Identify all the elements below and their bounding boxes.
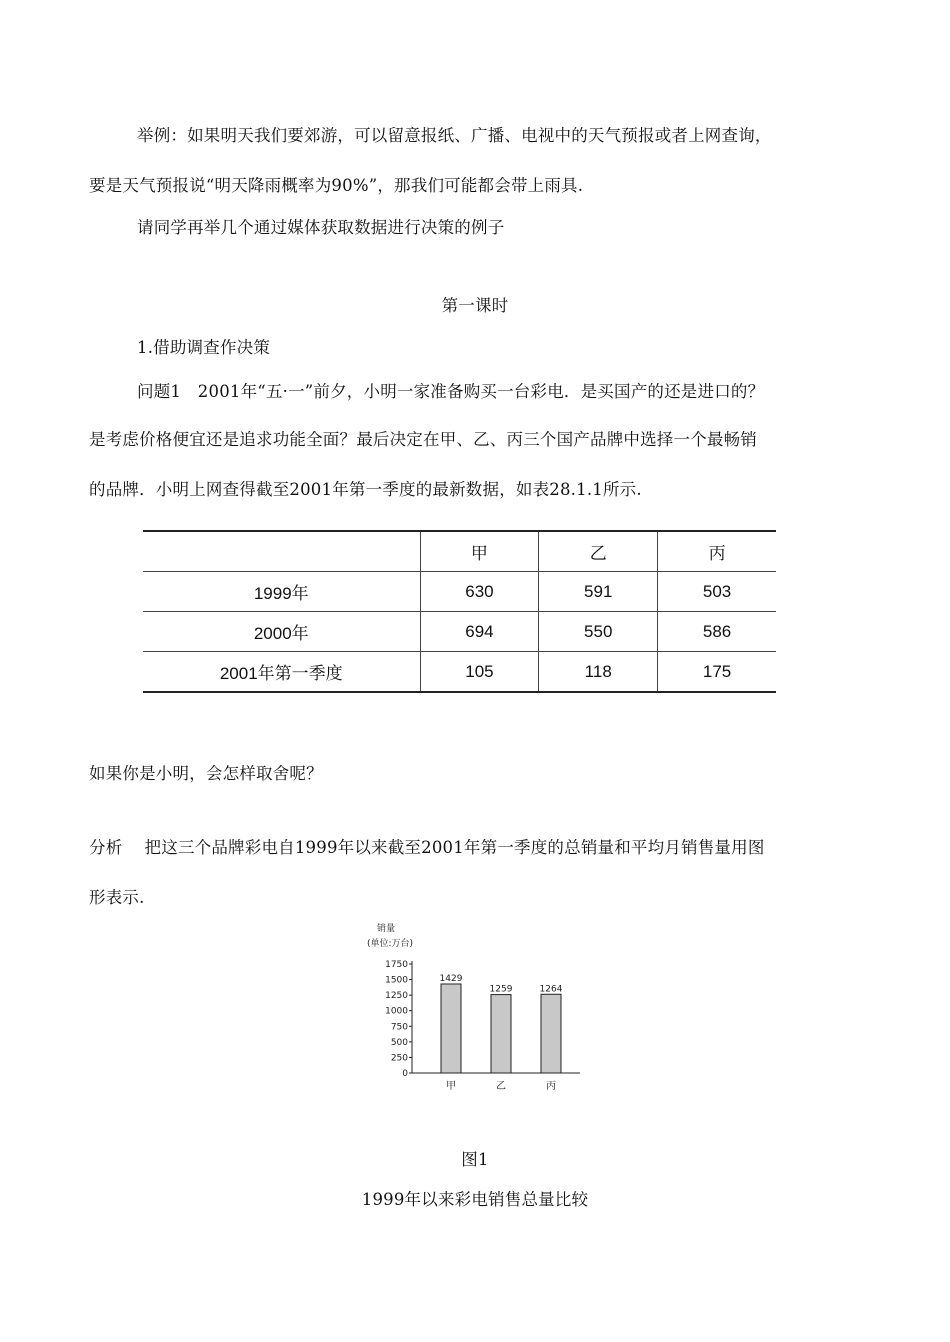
analysis-line-2: 形表示. — [89, 888, 145, 907]
y-tick-label: 250 — [390, 1053, 408, 1064]
section-title: 第一课时 — [441, 296, 509, 315]
subheading: 1.借助调查作决策 — [137, 338, 271, 357]
example-paragraph-line-1: 举例：如果明天我们要郊游，可以留意报纸、广播、电视中的天气预报或者上网查询， — [137, 126, 772, 145]
table-cell: 586 — [658, 612, 776, 652]
problem-line-1: 问题1 2001年“五·一”前夕，小明一家准备购买一台彩电．是买国产的还是进口的？ — [137, 382, 765, 401]
bar-value-label: 1264 — [539, 984, 563, 995]
table-cell: 2001年第一季度 — [143, 652, 420, 693]
example-paragraph-line-3: 请同学再举几个通过媒体获取数据进行决策的例子 — [137, 218, 505, 237]
table-header-row — [143, 531, 776, 572]
y-tick-label: 0 — [402, 1069, 408, 1079]
chart-plot-area — [385, 960, 580, 1092]
table-header-cell — [143, 531, 420, 572]
table-cell: 591 — [539, 572, 658, 612]
bar — [541, 994, 561, 1073]
y-tick-label: 1500 — [385, 975, 408, 986]
table-cell: 118 — [539, 652, 658, 693]
table-cell: 503 — [658, 572, 776, 612]
y-tick-label: 1750 — [385, 960, 408, 970]
table-cell: 2000年 — [143, 612, 420, 652]
table-cell: 105 — [420, 652, 539, 693]
table-cell: 1999年 — [143, 572, 420, 612]
table-row — [143, 612, 776, 652]
problem-line-3: 的品牌．小明上网查得截至2001年第一季度的最新数据，如表28.1.1所示. — [89, 480, 642, 499]
y-axis-label: 销量 — [377, 924, 396, 934]
table-cell: 550 — [539, 612, 658, 652]
y-tick-label: 750 — [390, 1022, 408, 1033]
chart-svg — [365, 920, 585, 1098]
table-cell: 630 — [420, 572, 539, 612]
bar — [491, 995, 511, 1073]
sales-bar-chart — [365, 920, 585, 1098]
table-row — [143, 572, 776, 612]
x-tick-label: 乙 — [496, 1081, 506, 1092]
bar-value-label: 1429 — [439, 973, 463, 984]
y-axis-unit: (单位:万台) — [367, 939, 414, 949]
table-cell: 175 — [658, 652, 776, 693]
bar — [441, 984, 461, 1073]
x-tick-label: 甲 — [446, 1081, 456, 1092]
y-tick-label: 500 — [390, 1037, 408, 1048]
analysis-line-1: 分析 把这三个品牌彩电自1999年以来截至2001年第一季度的总销量和平均月销售量用图 — [89, 838, 765, 857]
example-paragraph-line-2: 要是天气预报说“明天降雨概率为90%”，那我们可能都会带上雨具. — [89, 176, 584, 195]
question-text: 如果你是小明，会怎样取舍呢？ — [89, 764, 323, 783]
table-header-cell: 乙 — [539, 531, 658, 572]
sales-table — [143, 530, 776, 693]
table-header-cell: 丙 — [658, 531, 776, 572]
table-cell: 694 — [420, 612, 539, 652]
y-tick-label: 1000 — [385, 1006, 408, 1017]
bar-value-label: 1259 — [489, 984, 513, 995]
problem-line-2: 是考虑价格便宜还是追求功能全面？最后决定在甲、乙、丙三个国产品牌中选择一个最畅销 — [89, 430, 757, 449]
figure-caption: 1999年以来彩电销售总量比较 — [361, 1190, 589, 1209]
table-header-cell: 甲 — [420, 531, 539, 572]
y-tick-label: 1250 — [385, 991, 408, 1002]
figure-label: 图1 — [461, 1150, 489, 1169]
x-tick-label: 丙 — [546, 1081, 556, 1092]
table-row — [143, 652, 776, 693]
